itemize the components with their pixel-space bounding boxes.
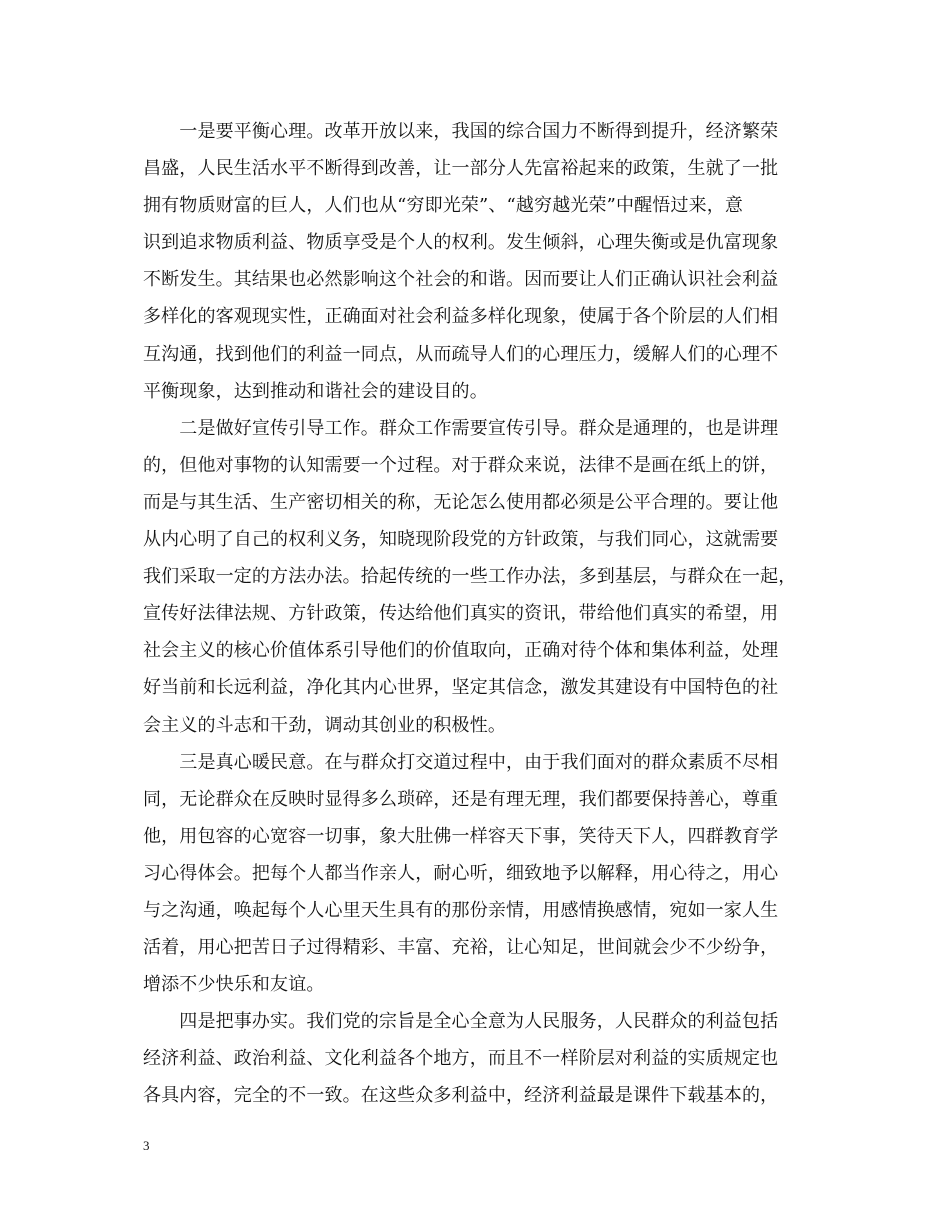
paragraph-3-line: 习心得体会。把每个人都当作亲人，耐心听，细致地予以解释，用心待之，用心 [143, 862, 779, 884]
paragraph-3-line: 三是真心暖民意。在与群众打交道过程中，由于我们面对的群众素质不尽相 [143, 751, 779, 773]
paragraph-2-line: 的，但他对事物的认知需要一个过程。对于群众来说，法律不是画在纸上的饼， [143, 454, 779, 476]
paragraph-1-line: 识到追求物质利益、物质享受是个人的权利。发生倾斜，心理失衡或是仇富现象 [143, 232, 779, 254]
paragraph-2-line: 会主义的斗志和干劲，调动其创业的积极性。 [143, 714, 506, 736]
paragraph-4-line: 经济利益、政治利益、文化利益各个地方，而且不一样阶层对利益的实质规定也 [143, 1048, 779, 1070]
paragraph-3-line: 同，无论群众在反映时显得多么琐碎，还是有理无理，我们都要保持善心，尊重 [143, 788, 779, 810]
paragraph-1-line: 平衡现象，达到推动和谐社会的建设目的。 [143, 380, 488, 402]
paragraph-1-line: 一是要平衡心理。改革开放以来，我国的综合国力不断得到提升，经济繁荣 [143, 121, 779, 142]
paragraph-1-line: 互沟通，找到他们的利益一同点，从而疏导人们的心理压力，缓解人们的心理不 [143, 343, 779, 365]
paragraph-4-line: 各具内容，完全的不一致。在这些众多利益中，经济利益最是课件下载基本的， [143, 1085, 779, 1107]
paragraph-1-line: 不断发生。其结果也必然影响这个社会的和谐。因而要让人们正确认识社会利益 [143, 269, 779, 291]
paragraph-1-line: 昌盛，人民生活水平不断得到改善，让一部分人先富裕起来的政策，生就了一批 [143, 158, 779, 180]
paragraph-3-line: 他，用包容的心宽容一切事，象大肚佛一样容天下事，笑待天下人，四群教育学 [143, 825, 779, 847]
paragraph-1-line: 拥有物质财富的巨人，人们也从“穷即光荣”、“越穷越光荣”中醒悟过来，意 [143, 195, 744, 217]
paragraph-1-line: 多样化的客观现实性，正确面对社会利益多样化现象，使属于各个阶层的人们相 [143, 306, 779, 328]
paragraph-2-line: 宣传好法律法规、方针政策，传达给他们真实的资讯，带给他们真实的希望，用 [143, 603, 779, 625]
paragraph-4-line: 四是把事办实。我们党的宗旨是全心全意为人民服务，人民群众的利益包括 [143, 1011, 779, 1033]
paragraph-2-line: 二是做好宣传引导工作。群众工作需要宣传引导。群众是通理的，也是讲理 [143, 417, 779, 439]
paragraph-2-line: 好当前和长远利益，净化其内心世界，坚定其信念，激发其建设有中国特色的社 [143, 677, 779, 699]
page-number: 3 [143, 1138, 150, 1153]
paragraph-2-line: 我们采取一定的方法办法。拾起传统的一些工作办法，多到基层，与群众在一起， [143, 566, 797, 588]
paragraph-2-line: 社会主义的核心价值体系引导他们的价值取向，正确对待个体和集体利益，处理 [143, 640, 779, 662]
paragraph-2-line: 而是与其生活、生产密切相关的称，无论怎么使用都必须是公平合理的。要让他 [143, 491, 779, 513]
paragraph-2-line: 从内心明了自己的权利义务，知晓现阶段党的方针政策，与我们同心，这就需要 [143, 529, 779, 551]
paragraph-3-line: 增添不少快乐和友谊。 [143, 974, 325, 996]
document-body [143, 113, 823, 1115]
paragraph-3-line: 活着，用心把苦日子过得精彩、丰富、充裕，让心知足，世间就会少不少纷争， [143, 937, 779, 959]
paragraph-3-line: 与之沟通，唤起每个人心里天生具有的那份亲情，用感情换感情，宛如一家人生 [143, 899, 779, 921]
